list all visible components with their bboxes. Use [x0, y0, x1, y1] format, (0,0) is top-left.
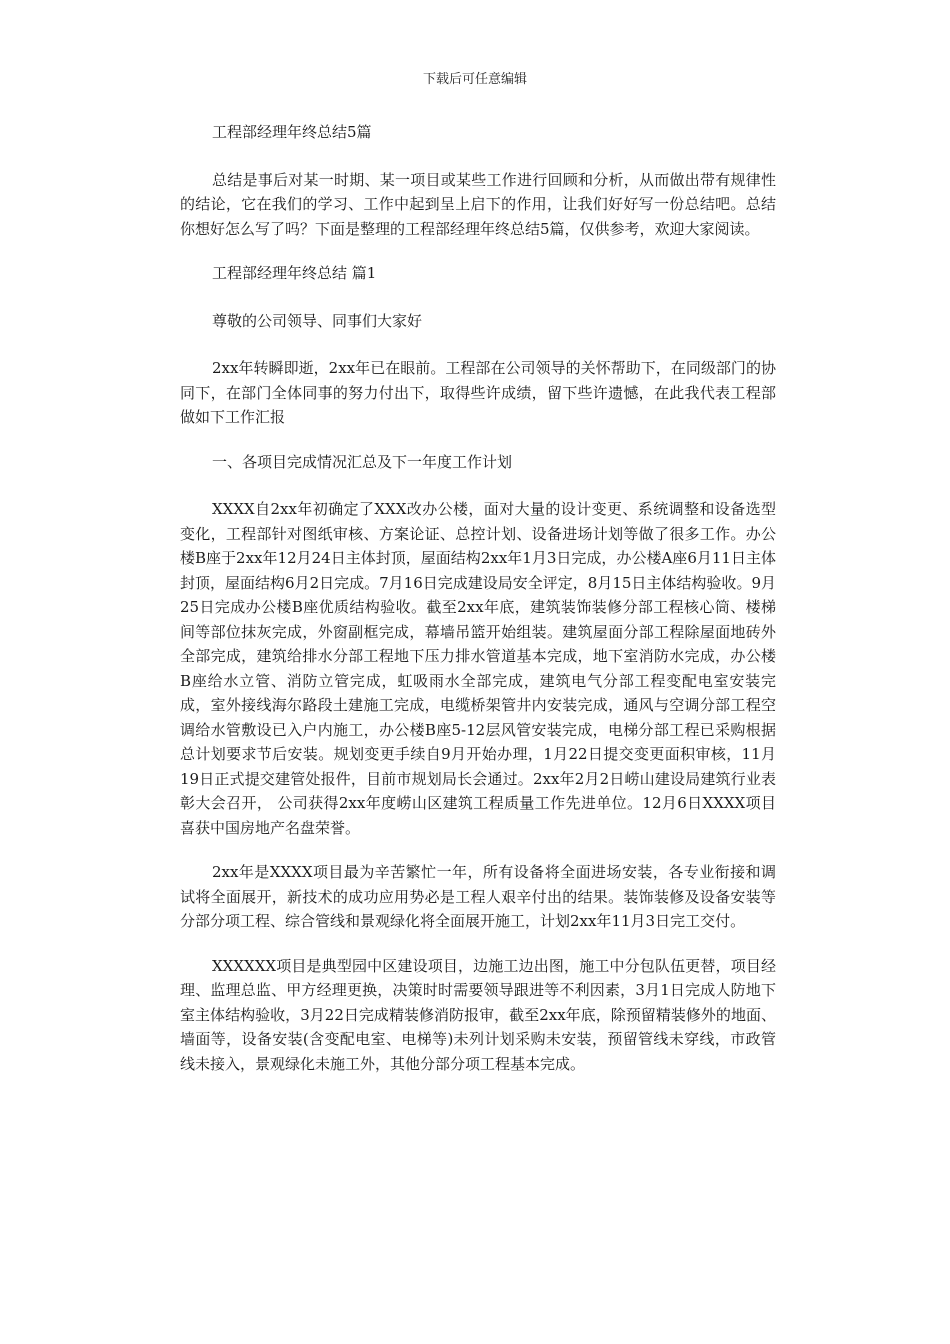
- header-note: 下载后可任意编辑: [422, 72, 527, 87]
- paragraph-2: XXXX自2xx年初确定了XXX改办公楼，面对大量的设计变更、系统调整和设备选型变化，工程部针对图纸审核、方案论证、总控计划、设备进场计划等做了很多工作。办公楼B座于2xx年12月24日主体封顶，屋面结构2xx年1月3日完成，办公楼A座6月11日主体封顶，屋面结构6月2日完成。7月16日完成建设局安全评定，8月15日主体结构验收。9月25日完成办公楼B座优质结构验收。截至2xx年底，建筑装饰装修分部工程核心筒、楼梯间等部位抹灰完成，外窗副框完成，幕墙吊篮开始组装。建筑屋面分部工程除屋面地砖外全部完成，建筑给排水分部工程地下压力排水管道基本完成，地下室消防水完成，办公楼B座给水立管、消防立管完成，虹吸雨水全部完成，建筑电气分部工程变配电室安装完成，室外接线海尔路段土建施工完成，电缆桥架管井内安装完成，通风与空调分部工程空调给水管敷设已入户内施工，办公楼B座5-12层风管安装完成，电梯分部工程已采购根据总计划要求节后安装。规划变更手续自9月开始办理，1月22日提交变更面积审核，11月19日正式提交建管处报件，目前市规划局长会通过。2xx年2月2日崂山建设局建筑行业表彰大会召开， 公司获得2xx年度崂山区建筑工程质量工作先进单位。12月6日XXXX项目喜获中国房地产名盘荣誉。: [180, 500, 776, 837]
- paragraph-4: XXXXXX项目是典型园中区建设项目，边施工边出图，施工中分包队伍更替，项目经理、监理总监、甲方经理更换，决策时时需要领导跟进等不利因素，3月1日完成人防地下室主体结构验收，3月22日完成精装修消防报审，截至2xx年底，除预留精装修外的地面、墙面等，设备安装(含变配电室、电梯等)未列计划采购未安装，预留管线未穿线，市政管线未接入，景观绿化未施工外，其他分部分项工程基本完成。: [180, 956, 776, 1073]
- paragraph-1: 2xx年转瞬即逝，2xx年已在眼前。工程部在公司领导的关怀帮助下，在同级部门的协同下，在部门全体同事的努力付出下，取得些许成绩，留下些许遗憾，在此我代表工程部做如下工作汇报: [180, 359, 776, 426]
- greeting: 尊敬的公司领导、同事们大家好: [212, 311, 423, 330]
- paragraph-3: 2xx年是XXXX项目最为辛苦繁忙一年，所有设备将全面进场安装，各专业衔接和调试将全面展开，新技术的成功应用势必是工程人艰辛付出的结果。装饰装修及设备安装等分部分项工程、综合管线和景观绿化将全面展开施工，计划2xx年11月3日完工交付。: [180, 863, 776, 930]
- section-title: 工程部经理年终总结 篇1: [212, 264, 377, 282]
- heading-1: 一、各项目完成情况汇总及下一年度工作计划: [212, 452, 513, 471]
- document-title: 工程部经理年终总结5篇: [212, 123, 372, 141]
- document-body: [180, 120, 776, 1096]
- intro-paragraph: 总结是事后对某一时期、某一项目或某些工作进行回顾和分析，从而做出带有规律性的结论，它在我们的学习、工作中起到呈上启下的作用，让我们好好写一份总结吧。总结你想好怎么写了吗？下面是整理的工程部经理年终总结5篇，仅供参考，欢迎大家阅读。: [180, 170, 776, 238]
